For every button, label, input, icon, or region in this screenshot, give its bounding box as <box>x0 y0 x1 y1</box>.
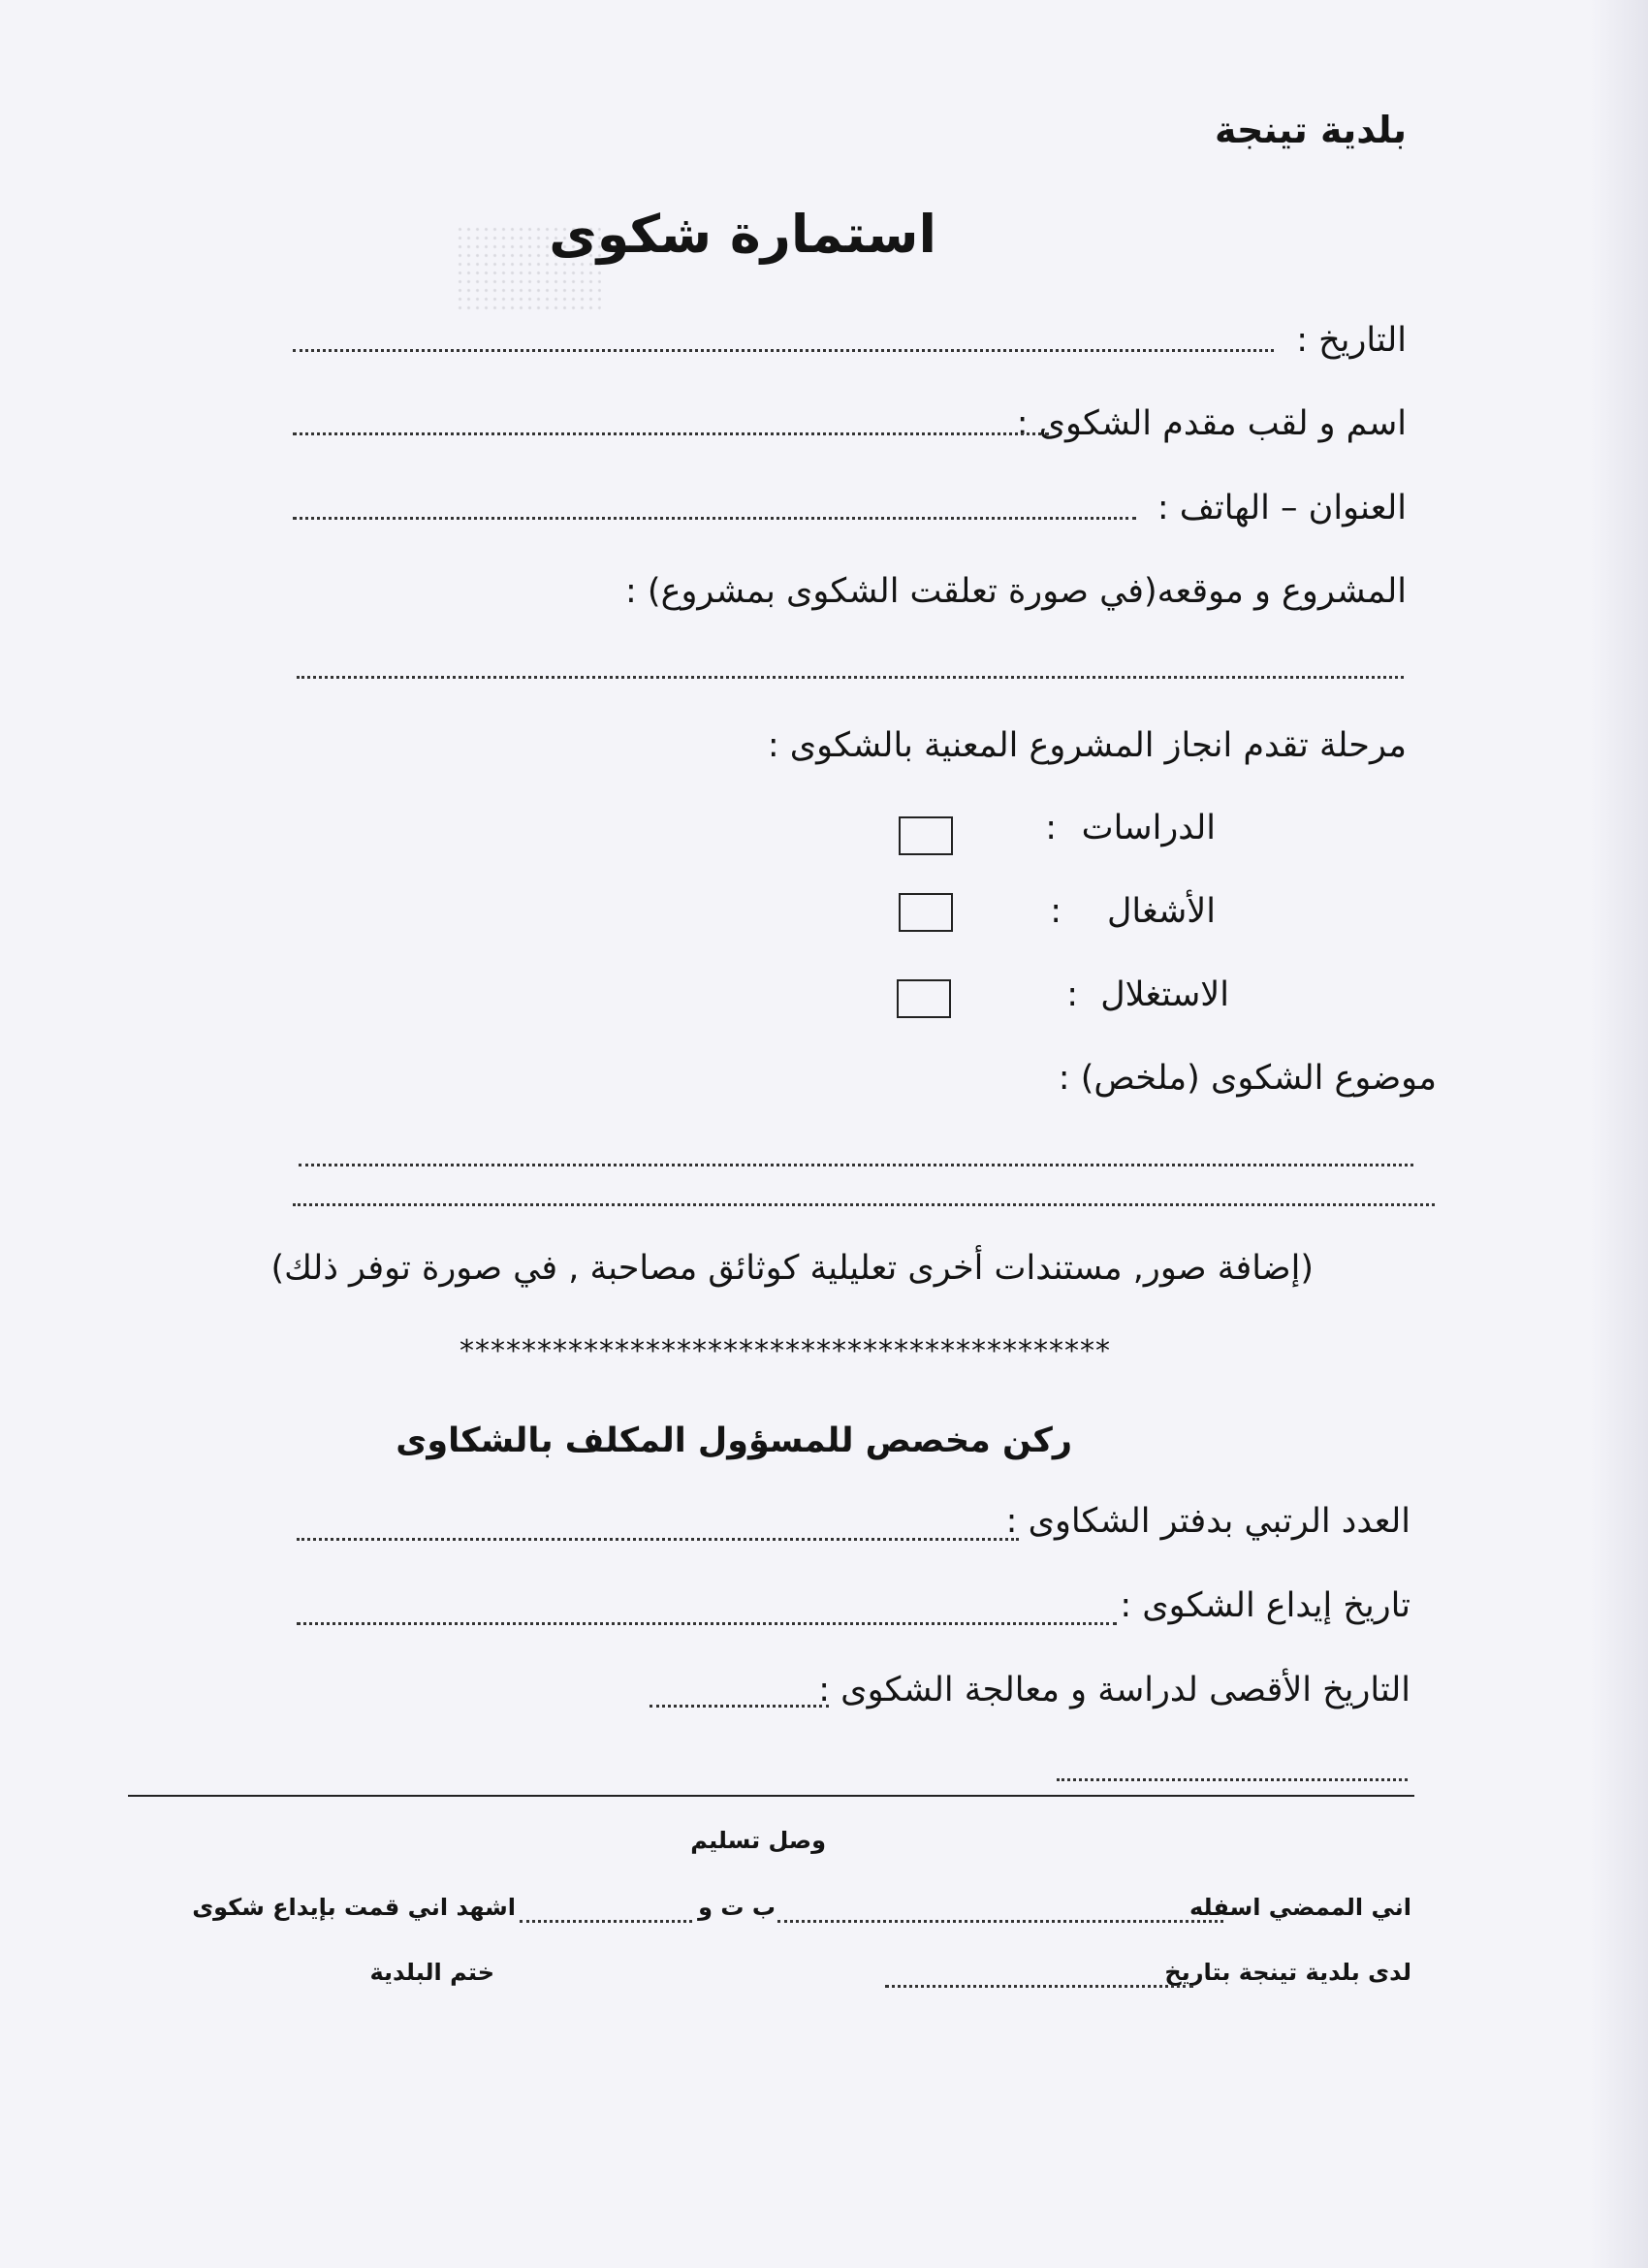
receipt-date-field[interactable] <box>885 1985 1193 1988</box>
municipality-stamp-label: ختم البلدية <box>369 1959 494 1986</box>
option-colon-works: : <box>1050 892 1062 931</box>
deadline-field-extra[interactable] <box>1057 1778 1408 1781</box>
progress-question: مرحلة تقدم انجاز المشروع المعنية بالشكوى : <box>767 726 1407 765</box>
subject-field-line-1[interactable] <box>299 1164 1413 1166</box>
receipt-heading: وصل تسليم <box>690 1827 826 1854</box>
receipt-id-field[interactable] <box>520 1920 692 1923</box>
receipt-signer-field[interactable] <box>777 1920 1223 1923</box>
option-colon-studies: : <box>1045 809 1057 847</box>
project-field[interactable] <box>297 676 1404 679</box>
receipt-declaration: اشهد اني قمت بإيداع شكوى <box>192 1894 516 1921</box>
project-label: المشروع و موقعه(في صورة تعلقت الشكوى بمشروع) : <box>625 572 1407 611</box>
deposit-date-field[interactable] <box>297 1622 1117 1625</box>
receipt-date-label: لدى بلدية تينجة بتاريخ <box>1164 1959 1411 1986</box>
name-label: اسم و لقب مقدم الشكوى : <box>1016 404 1407 443</box>
option-label-studies: الدراسات <box>1081 809 1216 847</box>
receipt-divider <box>128 1795 1414 1797</box>
option-colon-operation: : <box>1066 975 1078 1014</box>
option-label-works: الأشغال <box>1107 892 1216 931</box>
municipality-name: بلدية تينجة <box>1215 109 1407 151</box>
attachments-note: (إضافة صور, مستندات أخرى تعليلية كوثائق مصاحبة , في صورة توفر ذلك) <box>270 1249 1314 1288</box>
address-phone-field[interactable] <box>293 517 1136 520</box>
deadline-label: التاريخ الأقصى لدراسة و معالجة الشكوى : <box>818 1671 1410 1709</box>
serial-number-label: العدد الرتبي بدفتر الشكاوى : <box>1005 1502 1410 1541</box>
date-label: التاريخ : <box>1296 321 1407 360</box>
address-phone-label: العنوان – الهاتف : <box>1157 489 1407 527</box>
deposit-date-label: تاريخ إيداع الشكوى : <box>1120 1586 1410 1625</box>
receipt-id-label: ب ت و <box>698 1894 776 1921</box>
serial-number-field[interactable] <box>297 1538 1019 1541</box>
official-section-heading: ركن مخصص للمسؤول المكلف بالشكاوى <box>396 1421 1072 1460</box>
receipt-signer-label: اني الممضي اسفله <box>1188 1894 1411 1921</box>
subject-field-line-2[interactable] <box>293 1203 1435 1206</box>
deadline-field[interactable] <box>650 1705 829 1708</box>
subject-label: موضوع الشكوى (ملخص) : <box>1058 1059 1437 1098</box>
checkbox-studies[interactable] <box>899 816 953 855</box>
option-label-operation: الاستغلال <box>1100 975 1229 1014</box>
separator-stars: ****************************************** <box>460 1334 1111 1368</box>
checkbox-works[interactable] <box>899 893 953 932</box>
name-field[interactable] <box>293 432 1049 435</box>
checkbox-operation[interactable] <box>897 979 951 1018</box>
form-title: استمارة شكوى <box>549 204 936 265</box>
scan-edge-shade <box>1590 0 1648 2268</box>
date-field[interactable] <box>293 349 1274 352</box>
